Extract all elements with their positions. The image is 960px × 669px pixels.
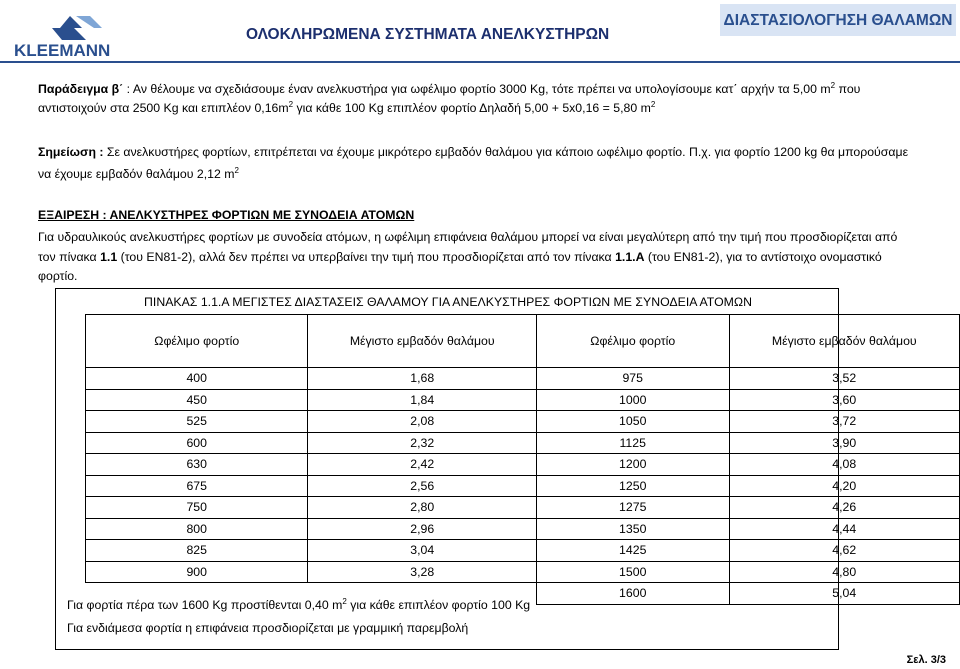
note-label: Σημείωση : (38, 145, 104, 159)
max-cabin-area-table (85, 314, 960, 605)
header-load-1: Ωφέλιμο φορτίο (86, 315, 308, 368)
header-load-2: Ωφέλιμο φορτίο (536, 315, 729, 368)
table-row: 675 2,56 1250 4,20 (86, 475, 960, 497)
table-row: 400 1,68 975 3,52 (86, 368, 960, 390)
page-header (0, 0, 960, 62)
logo-text: KLEEMANN (14, 41, 111, 60)
example-line-1: Παράδειγμα β΄ : Αν θέλουμε να σχεδιάσουμε έναν ανελκυστήρα για ωφέλιμο φορτίο 3000 Kg, τότε πρέπει να υπολογίσουμε κατ΄ αρχήν τα 5,00 $m^2$ που (38, 80, 861, 96)
table-row: 900 3,28 1500 4,80 (86, 561, 960, 583)
table-row: 800 2,96 1350 4,44 (86, 518, 960, 540)
exception-line-3: φορτίο. (38, 269, 78, 283)
page-number: Σελ. 3/3 (906, 654, 946, 666)
footnote-interpolation: Για ενδιάμεσα φορτία η επιφάνεια προσδιορίζεται με γραμμική παρεμβολή (67, 621, 469, 635)
table-row: 750 2,80 1275 4,26 (86, 497, 960, 519)
document-title: ΟΛΟΚΛΗΡΩΜΕΝΑ ΣΥΣΤΗΜΑΤΑ ΑΝΕΛΚΥΣΤΗΡΩΝ (246, 26, 610, 43)
footnote-extra-load: Για φορτία πέρα των 1600 Kg προστίθενται 0,40 $m^2$ για κάθε επιπλέον φορτίο 100 Kg (67, 596, 531, 612)
table-row: 630 2,42 1200 4,08 (86, 454, 960, 476)
table-caption: ΠΙΝΑΚΑΣ 1.1.Α ΜΕΓΙΣΤΕΣ ΔΙΑΣΤΑΣΕΙΣ ΘΑΛΑΜΟΥ ΓΙΑ ΑΝΕΛΚΥΣΤΗΡΕΣ ΦΟΡΤΙΩΝ ΜΕ ΣΥΝΟΔΕΙΑ ΑΤΟΜΩΝ (144, 295, 752, 309)
table-row: 525 2,08 1050 3,72 (86, 411, 960, 433)
kleemann-logo (12, 14, 122, 60)
example-line-2: αντιστοιχούν στα 2500 Kg και επιπλέον $0,16m^2$ για κάθε 100 Kg επιπλέον φορτίο Δηλαδή 5,00 + 5x0,16 = 5,80 $m^2$ (38, 99, 656, 115)
logo-mark (52, 16, 86, 40)
table-row: 600 2,32 1125 3,90 (86, 432, 960, 454)
table-row: 1600 5,04 (86, 583, 960, 605)
header-divider (0, 61, 960, 63)
table-row: 825 3,04 1425 4,62 (86, 540, 960, 562)
note-line-2: να έχουμε εμβαδόν θαλάμου 2,12 $m^2$ (38, 165, 239, 181)
exception-heading: ΕΞΑΙΡΕΣΗ : ΑΝΕΛΚΥΣΤΗΡΕΣ ΦΟΡΤΙΩΝ ΜΕ ΣΥΝΟΔΕΙΑ ΑΤΟΜΩΝ (38, 208, 415, 222)
table-header-row (86, 315, 960, 368)
exception-line-1: Για υδραυλικούς ανελκυστήρες φορτίων με συνοδεία ατόμων, η ωφέλιμη επιφάνεια θαλάμου μπορεί να είναι μεγαλύτερη από την τιμή που προσδιορίζεται από (38, 230, 898, 244)
table-row: 450 1,84 1000 3,60 (86, 389, 960, 411)
section-badge: ΔΙΑΣΤΑΣΙΟΛΟΓΗΣΗ ΘΑΛΑΜΩΝ (720, 4, 956, 36)
example-label: Παράδειγμα β΄ (38, 82, 124, 96)
note-line-1: Σημείωση : Σε ανελκυστήρες φορτίων, επιτρέπεται να έχουμε μικρότερο εμβαδόν θαλάμου για κάποιο ωφέλιμο φορτίο. Π.χ. για φορτίο 1200 kg θα μπορούσαμε (38, 145, 909, 159)
exception-line-2: τον πίνακα 1.1 (του EN81-2), αλλά δεν πρέπει να υπερβαίνει την τιμή που προσδιορίζεται από τον πίνακα 1.1.A (του EN81-2), για το αντίστοιχο ονομαστικό (38, 250, 882, 264)
header-area-1: Μέγιστο εμβαδόν θαλάμου (308, 315, 536, 368)
header-area-2: Μέγιστο εμβαδόν θαλάμου (729, 315, 959, 368)
